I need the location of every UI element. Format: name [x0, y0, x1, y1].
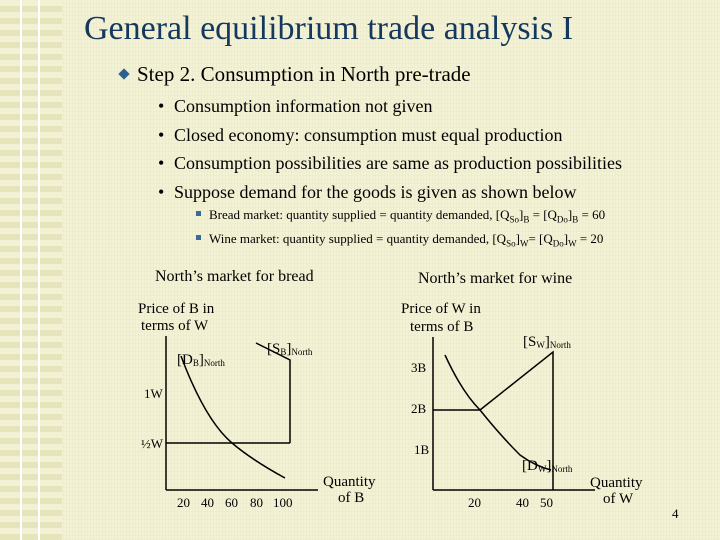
wine-ytick-1B: 1B — [414, 442, 430, 457]
bread-ylabel-line2: terms of W — [141, 318, 209, 334]
wine-ylabel-line2: terms of B — [410, 319, 474, 335]
wine-demand-curve — [445, 355, 551, 470]
list-item: • Suppose demand for the goods is given as shown below — [158, 178, 622, 207]
bread-xtick-80: 80 — [250, 495, 263, 510]
dot-bullet-icon: • — [158, 124, 165, 145]
bread-demand-label: [DB]North — [177, 352, 225, 368]
wine-demand-label: [DW]North — [522, 458, 573, 474]
wine-supply-label: [SW]North — [523, 334, 571, 350]
bread-xlabel-line2: of B — [338, 490, 365, 506]
bread-ytick-halfW: ½W — [141, 436, 164, 451]
bread-xtick-100: 100 — [273, 495, 293, 510]
wine-chart-title: North’s market for wine — [418, 270, 573, 287]
bread-supply-label: [SB]North — [267, 341, 313, 357]
bread-ytick-1W: 1W — [144, 386, 163, 401]
bread-demand-curve — [181, 356, 285, 478]
bread-ylabel-line1: Price of B in — [138, 301, 215, 317]
bread-xtick-20: 20 — [177, 495, 190, 510]
wine-xlabel-line2: of W — [603, 491, 634, 507]
wine-xlabel-line1: Quantity — [590, 475, 643, 491]
wine-ytick-3B: 3B — [411, 360, 427, 375]
bread-xlabel-line1: Quantity — [323, 474, 376, 490]
list-item: • Consumption information not given — [158, 92, 622, 121]
wine-xtick-20: 20 — [468, 495, 481, 510]
sub-bullet-bread: Bread market: quantity supplied = quantity demanded, $[Q_{So}]_B = [Q_{Do}]_B = 60$ — [196, 207, 605, 225]
page-number: 4 — [672, 506, 679, 521]
bread-supply-curve — [256, 343, 290, 443]
dot-bullet-icon: • — [158, 153, 165, 174]
bread-xtick-40: 40 — [201, 495, 214, 510]
bread-chart-title: North’s market for bread — [155, 268, 314, 285]
list-item: • Consumption possibilities are same as production possibilities — [158, 149, 622, 178]
wine-xtick-40: 40 — [516, 495, 529, 510]
slide-title: General equilibrium trade analysis I — [84, 10, 574, 47]
sub-bullet-wine: Wine market: quantity supplied = quantity demanded, $[Q_{So}]_W= [Q_{Do}]_W = 20$ — [196, 231, 603, 249]
bread-xtick-60: 60 — [225, 495, 238, 510]
wine-ylabel-line1: Price of W in — [401, 301, 481, 317]
step-text: Step 2. Consumption in North pre-trade — [137, 62, 471, 86]
list-item: • Closed economy: consumption must equal production — [158, 121, 622, 150]
wine-xtick-50: 50 — [540, 495, 553, 510]
wine-ytick-2B: 2B — [411, 401, 427, 416]
dot-bullet-icon: • — [158, 96, 165, 116]
dot-bullet-icon: • — [158, 182, 165, 203]
